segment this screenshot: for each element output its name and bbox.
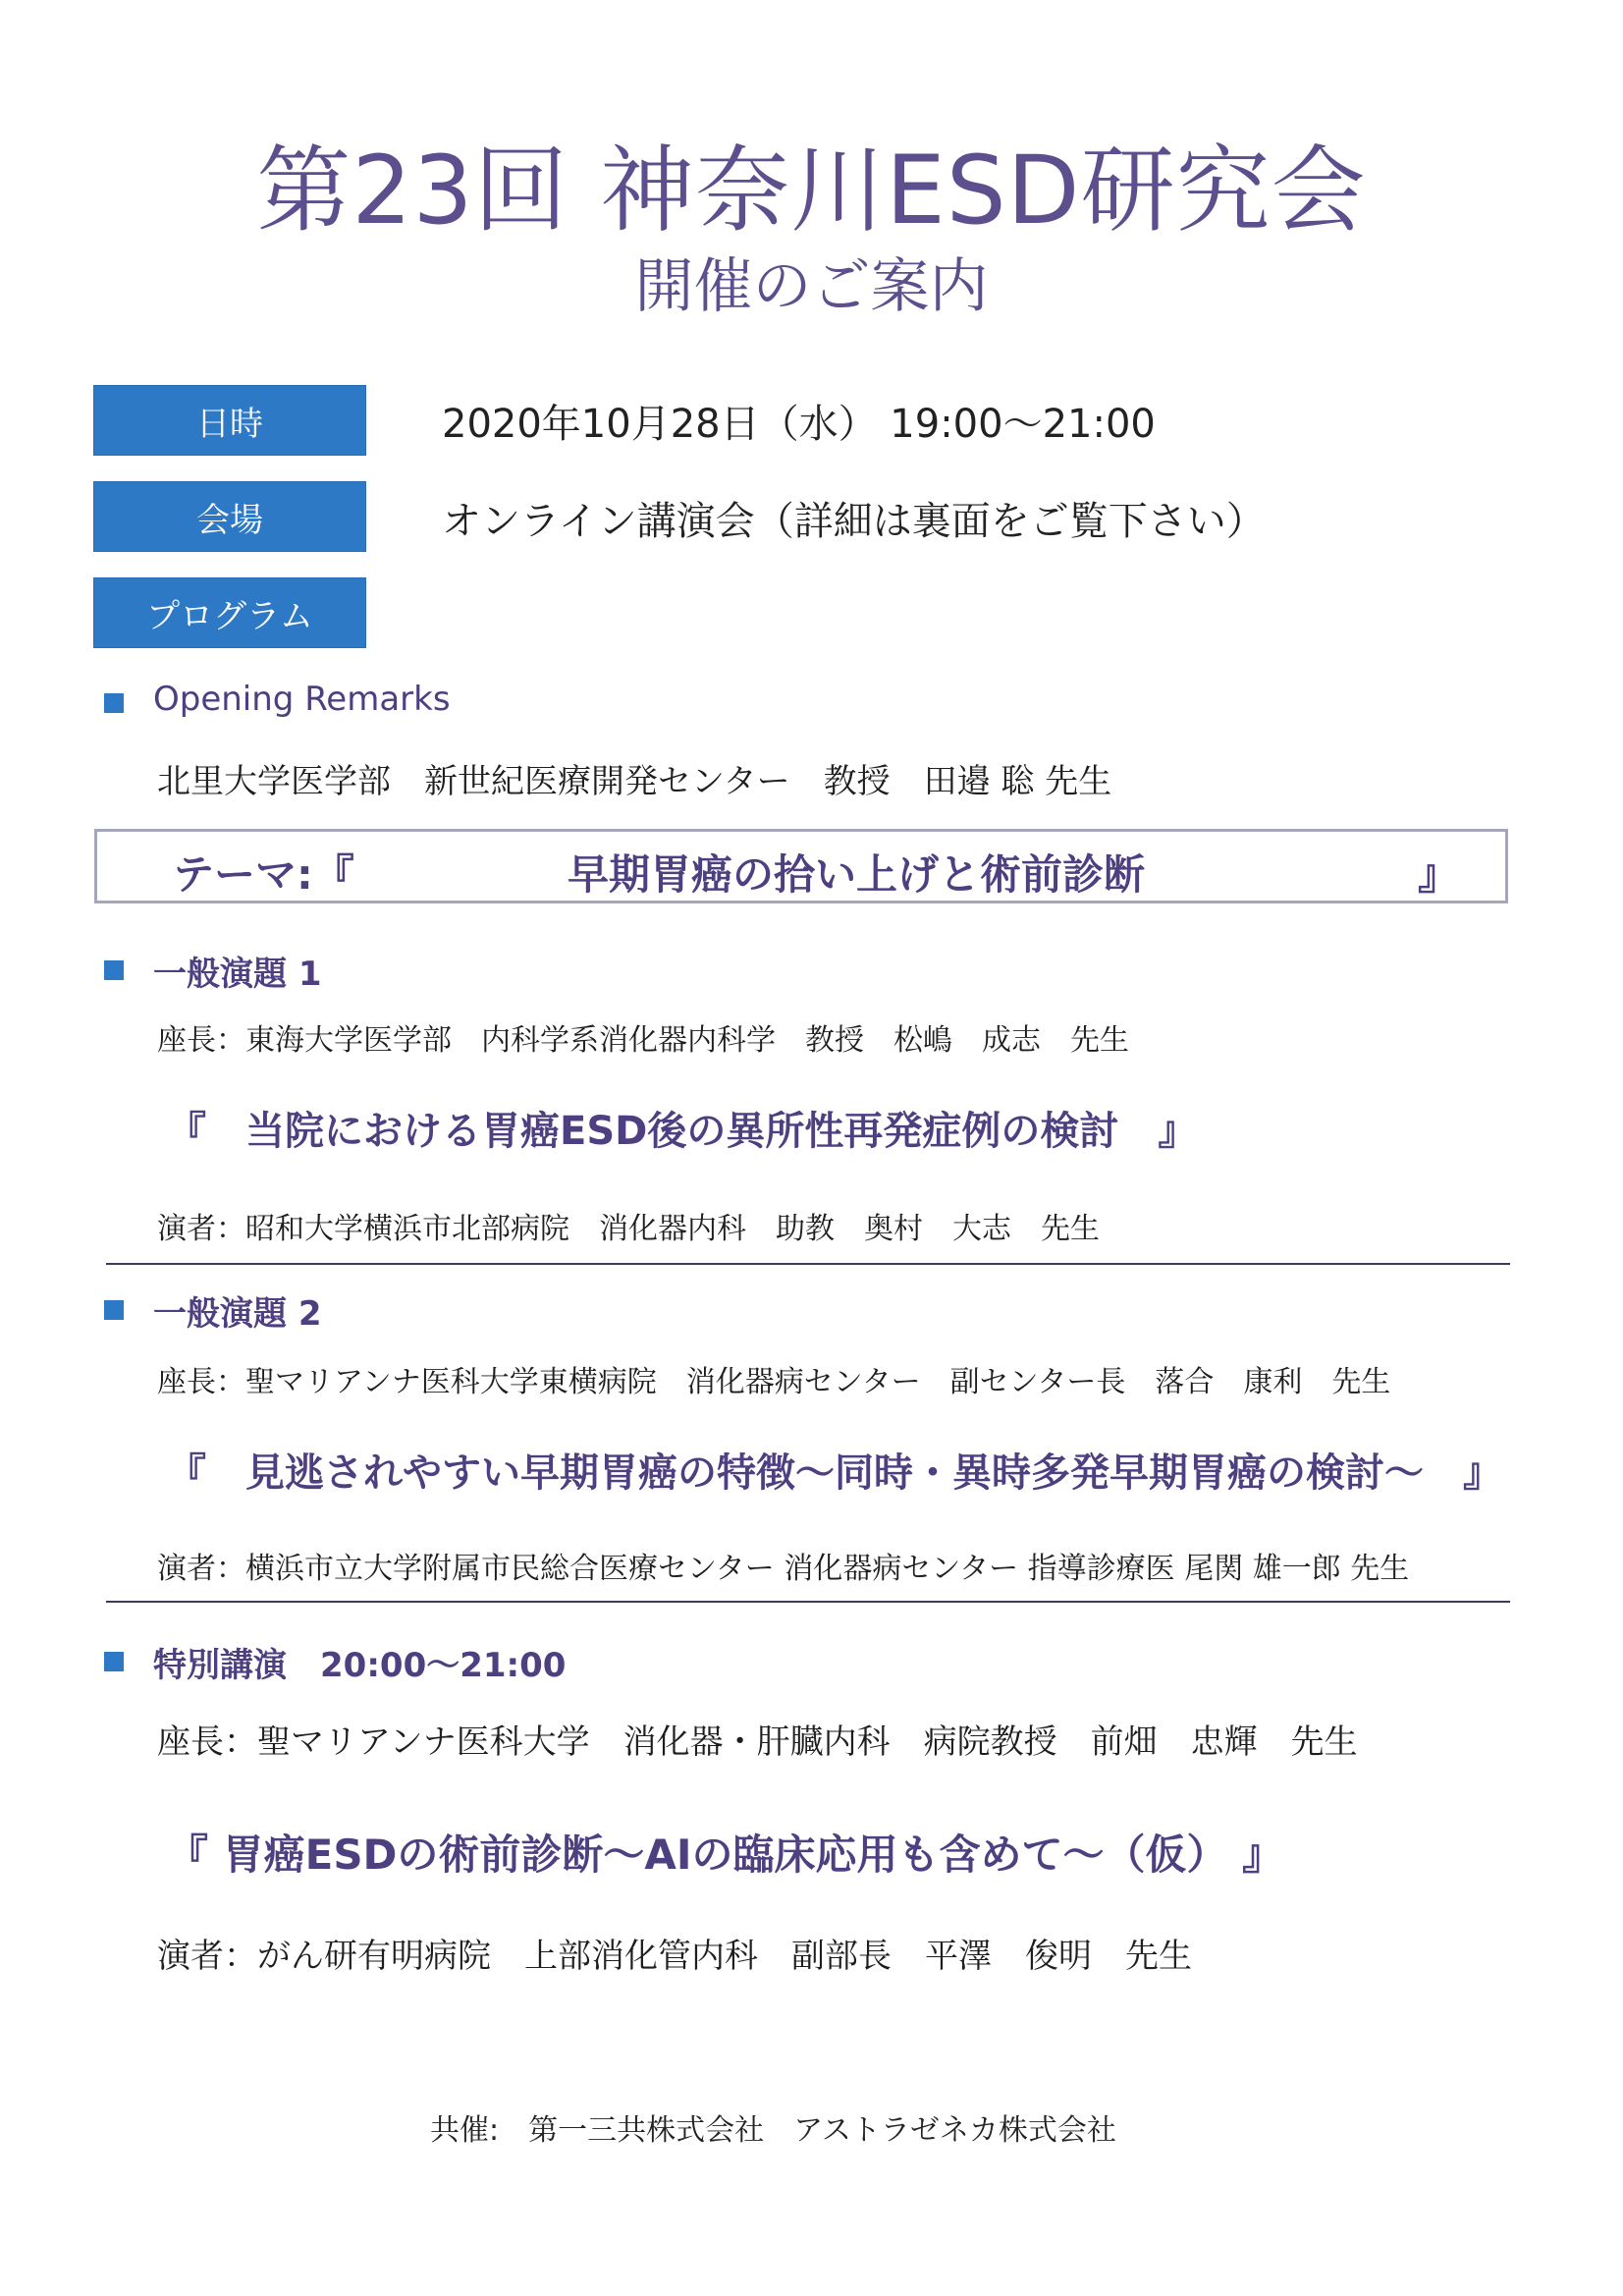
opening-heading: Opening Remarks: [153, 680, 451, 719]
session2-speaker: 演者：横浜市立大学附属市民総合医療センター 消化器病センター 指導診療医 尾関 雄一郎 先生: [157, 1552, 1410, 1586]
special-chair: 座長：聖マリアンナ医科大学 消化器・肝臓内科 病院教授 前畑 忠輝 先生: [157, 1722, 1358, 1762]
theme-label: テーマ:『: [173, 850, 354, 899]
special-speaker: 演者：がん研有明病院 上部消化管内科 副部長 平澤 俊明 先生: [157, 1937, 1192, 1976]
program-label-tag: プログラム: [94, 578, 365, 647]
venue-value: オンライン講演会（詳細は裏面をご覧下さい）: [442, 499, 1266, 544]
bullet-icon: [104, 1652, 124, 1671]
bullet-icon: [104, 693, 124, 713]
venue-label-tag: 会場: [94, 482, 365, 551]
session1-speaker: 演者：昭和大学横浜市北部病院 消化器内科 助教 奥村 大志 先生: [157, 1212, 1100, 1246]
session1-heading: 一般演題 1: [153, 955, 322, 994]
sponsors-footer: 共催: 第一三共株式会社 アストラゼネカ株式会社: [430, 2113, 1116, 2148]
divider: [106, 1263, 1510, 1265]
session2-heading: 一般演題 2: [153, 1294, 322, 1334]
session2-talk-title: 『 見逃されやすい早期胃癌の特徴～同時・異時多発早期胃癌の検討～ 』: [167, 1450, 1502, 1496]
page-title: 第23回 神奈川ESD研究会: [256, 136, 1367, 246]
bullet-icon: [104, 1300, 124, 1320]
special-talk-title: 『 胃癌ESDの術前診断～AIの臨床応用も含めて～（仮） 』: [167, 1831, 1284, 1879]
date-label-tag: 日時: [94, 386, 365, 455]
session1-talk-title: 『 当院における胃癌ESD後の異所性再発症例の検討 』: [167, 1109, 1198, 1154]
special-heading: 特別講演 20:00～21:00: [153, 1646, 567, 1685]
theme-close-bracket: 』: [1418, 850, 1460, 899]
session1-chair: 座長：東海大学医学部 内科学系消化器内科学 教授 松嶋 成志 先生: [157, 1023, 1129, 1058]
theme-title: 早期胃癌の拾い上げと術前診断: [568, 850, 1146, 899]
session2-chair: 座長：聖マリアンナ医科大学東横病院 消化器病センター 副センター長 落合 康利 先生: [157, 1365, 1391, 1399]
divider: [106, 1601, 1510, 1603]
page-subtitle: 開催のご案内: [634, 252, 989, 321]
bullet-icon: [104, 960, 124, 980]
date-value: 2020年10月28日（水） 19:00～21:00: [442, 402, 1156, 447]
opening-speaker: 北里大学医学部 新世紀医療開発センター 教授 田邉 聡 先生: [157, 762, 1112, 801]
